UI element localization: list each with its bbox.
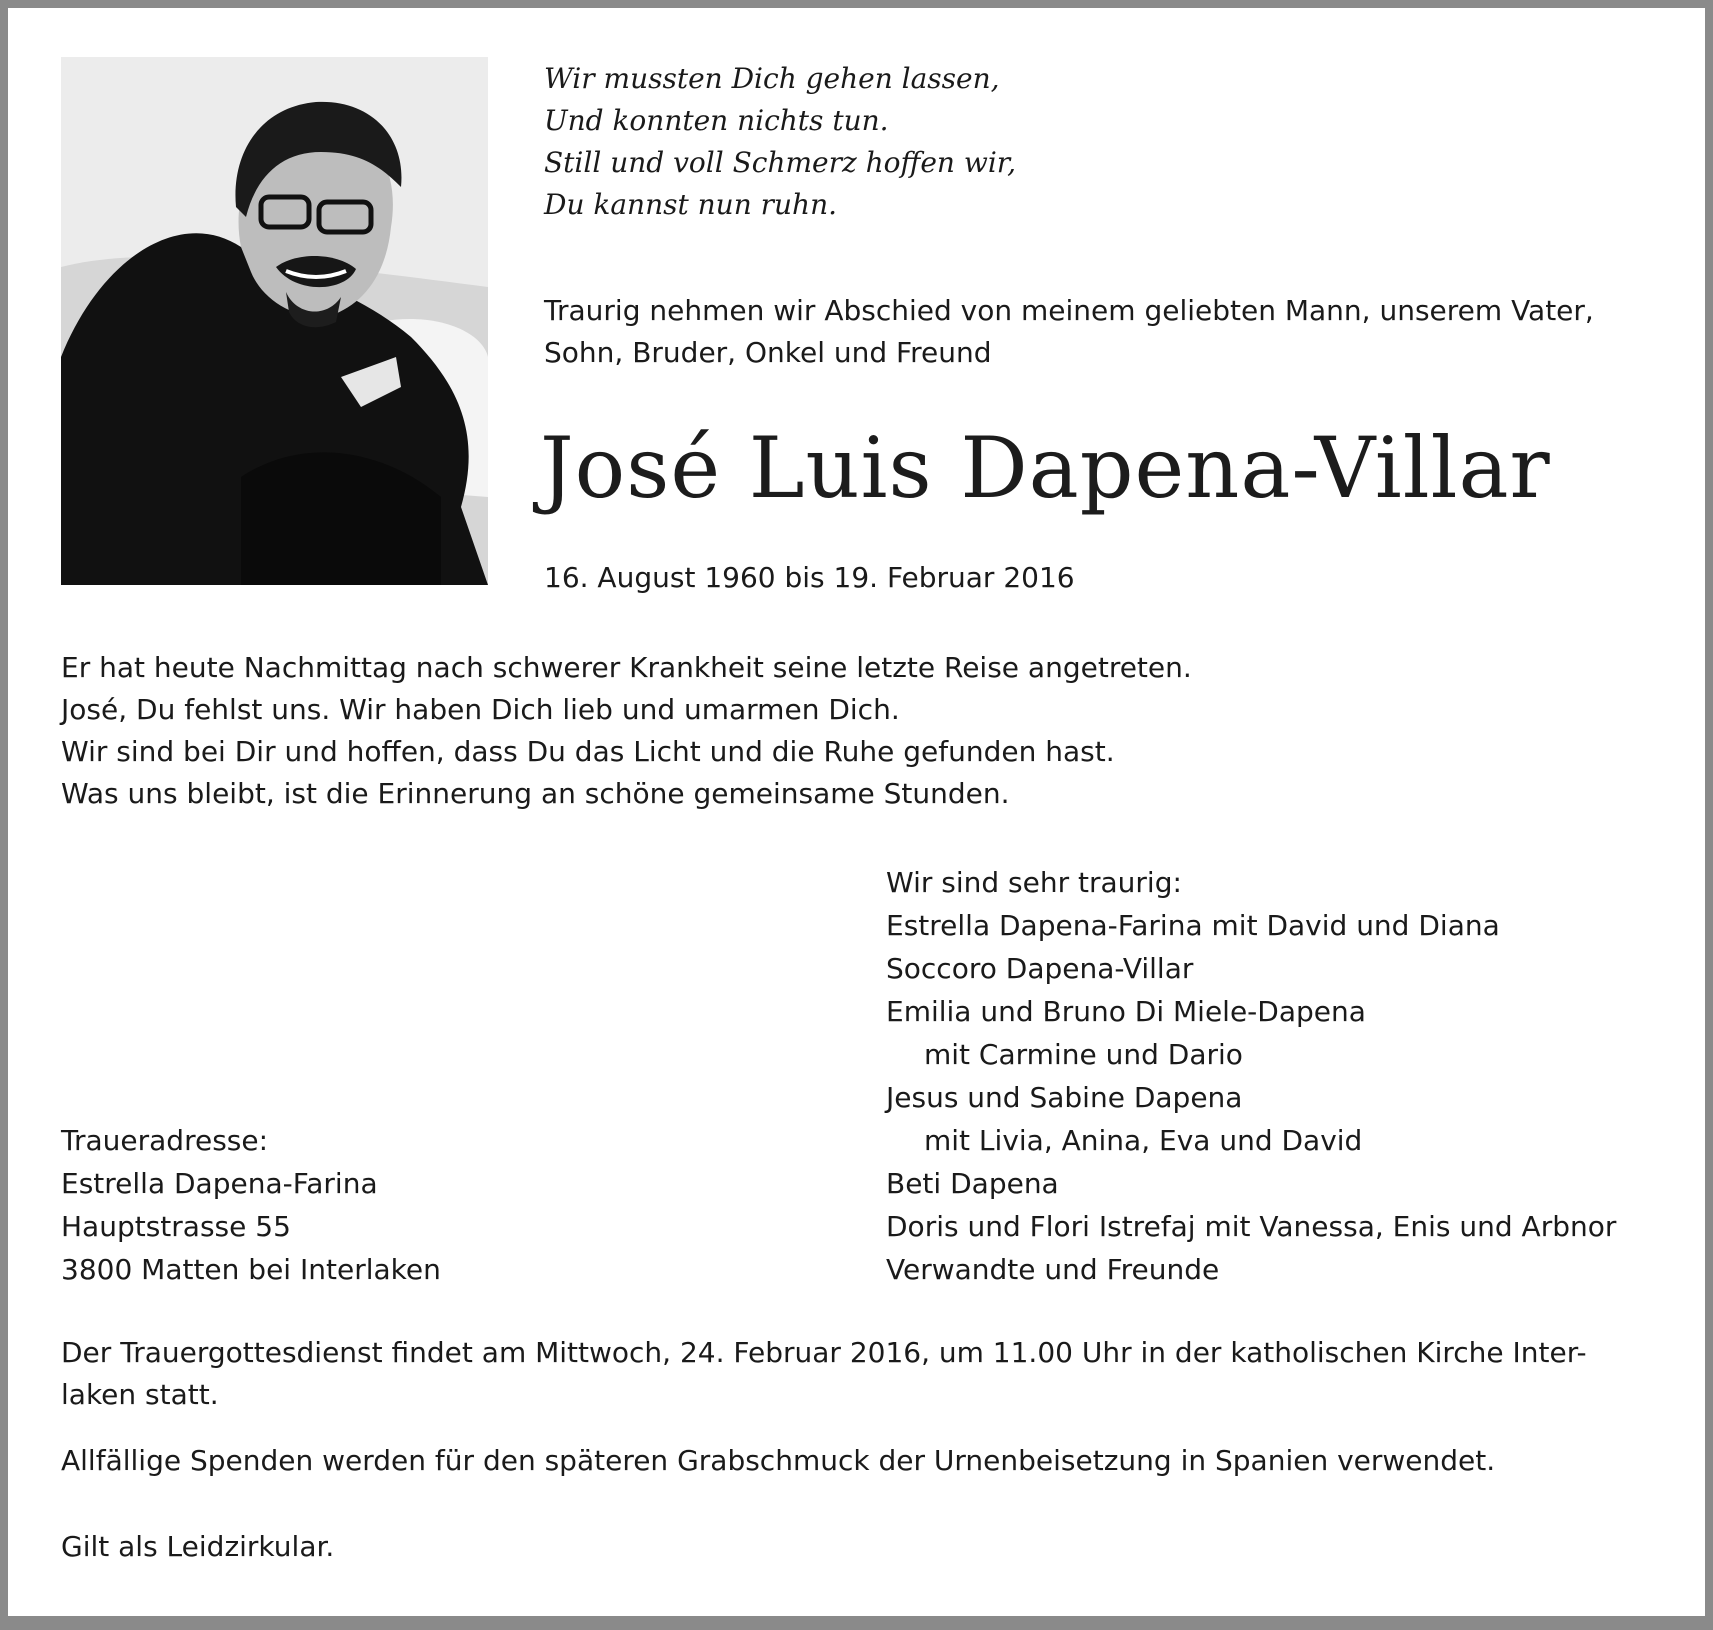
- circular-notice: Gilt als Leidzirkular.: [61, 1530, 335, 1563]
- message-line: Wir sind bei Dir und hoffen, dass Du das Licht und die Ruhe gefunden hast.: [61, 735, 1115, 768]
- message-line: Was uns bleibt, ist die Erinnerung an schöne gemeinsame Stunden.: [61, 777, 1010, 810]
- portrait-photo: [61, 57, 488, 585]
- mourner-line: Beti Dapena: [886, 1167, 1059, 1200]
- mourner-line: Doris und Flori Istrefaj mit Vanessa, Enis und Arbnor: [886, 1210, 1617, 1243]
- poem-line: Wir mussten Dich gehen lassen,: [544, 62, 1000, 95]
- poem-line: Still und voll Schmerz hoffen wir,: [544, 146, 1016, 179]
- donations-notice: Allfällige Spenden werden für den späteren Grabschmuck der Urnenbeisetzung in Spanien verwendet.: [61, 1444, 1496, 1477]
- mourner-line: Estrella Dapena-Farina mit David und Diana: [886, 909, 1500, 942]
- intro-line: Traurig nehmen wir Abschied von meinem geliebten Mann, unserem Vater,: [544, 294, 1594, 327]
- mourner-line: Emilia und Bruno Di Miele-Dapena: [886, 995, 1366, 1028]
- farewell-message: [61, 647, 1192, 815]
- address-street: Hauptstrasse 55: [61, 1210, 291, 1243]
- address-label: Traueradresse:: [61, 1124, 269, 1157]
- mourner-line: Jesus und Sabine Dapena: [886, 1081, 1243, 1114]
- poem-line: Und konnten nichts tun.: [544, 104, 889, 137]
- funeral-service-notice: [61, 1332, 1651, 1416]
- mourners-list: [886, 861, 1616, 1291]
- service-line: laken statt.: [61, 1378, 219, 1411]
- deceased-name: José Luis Dapena-Villar: [540, 419, 1551, 517]
- poem-line: Du kannst nun ruhn.: [544, 188, 838, 221]
- life-dates: 16. August 1960 bis 19. Februar 2016: [544, 561, 1075, 594]
- message-line: José, Du fehlst uns. Wir haben Dich lieb und umarmen Dich.: [61, 693, 900, 726]
- mourner-line: Soccoro Dapena-Villar: [886, 952, 1194, 985]
- poem: [544, 58, 1016, 226]
- mourners-heading: Wir sind sehr traurig:: [886, 866, 1182, 899]
- address-city: 3800 Matten bei Interlaken: [61, 1253, 441, 1286]
- mourner-line: Verwandte und Freunde: [886, 1253, 1220, 1286]
- service-line: Der Trauergottesdienst findet am Mittwoch, 24. Februar 2016, um 11.00 Uhr in der katholischen Kirche Inter-: [61, 1336, 1587, 1369]
- mourning-address: [61, 1119, 441, 1291]
- message-line: Er hat heute Nachmittag nach schwerer Krankheit seine letzte Reise angetreten.: [61, 651, 1192, 684]
- mourner-line: mit Carmine und Dario: [924, 1038, 1243, 1071]
- mourner-line: mit Livia, Anina, Eva und David: [924, 1124, 1363, 1157]
- farewell-intro: [544, 290, 1664, 374]
- address-name: Estrella Dapena-Farina: [61, 1167, 378, 1200]
- intro-line: Sohn, Bruder, Onkel und Freund: [544, 336, 992, 369]
